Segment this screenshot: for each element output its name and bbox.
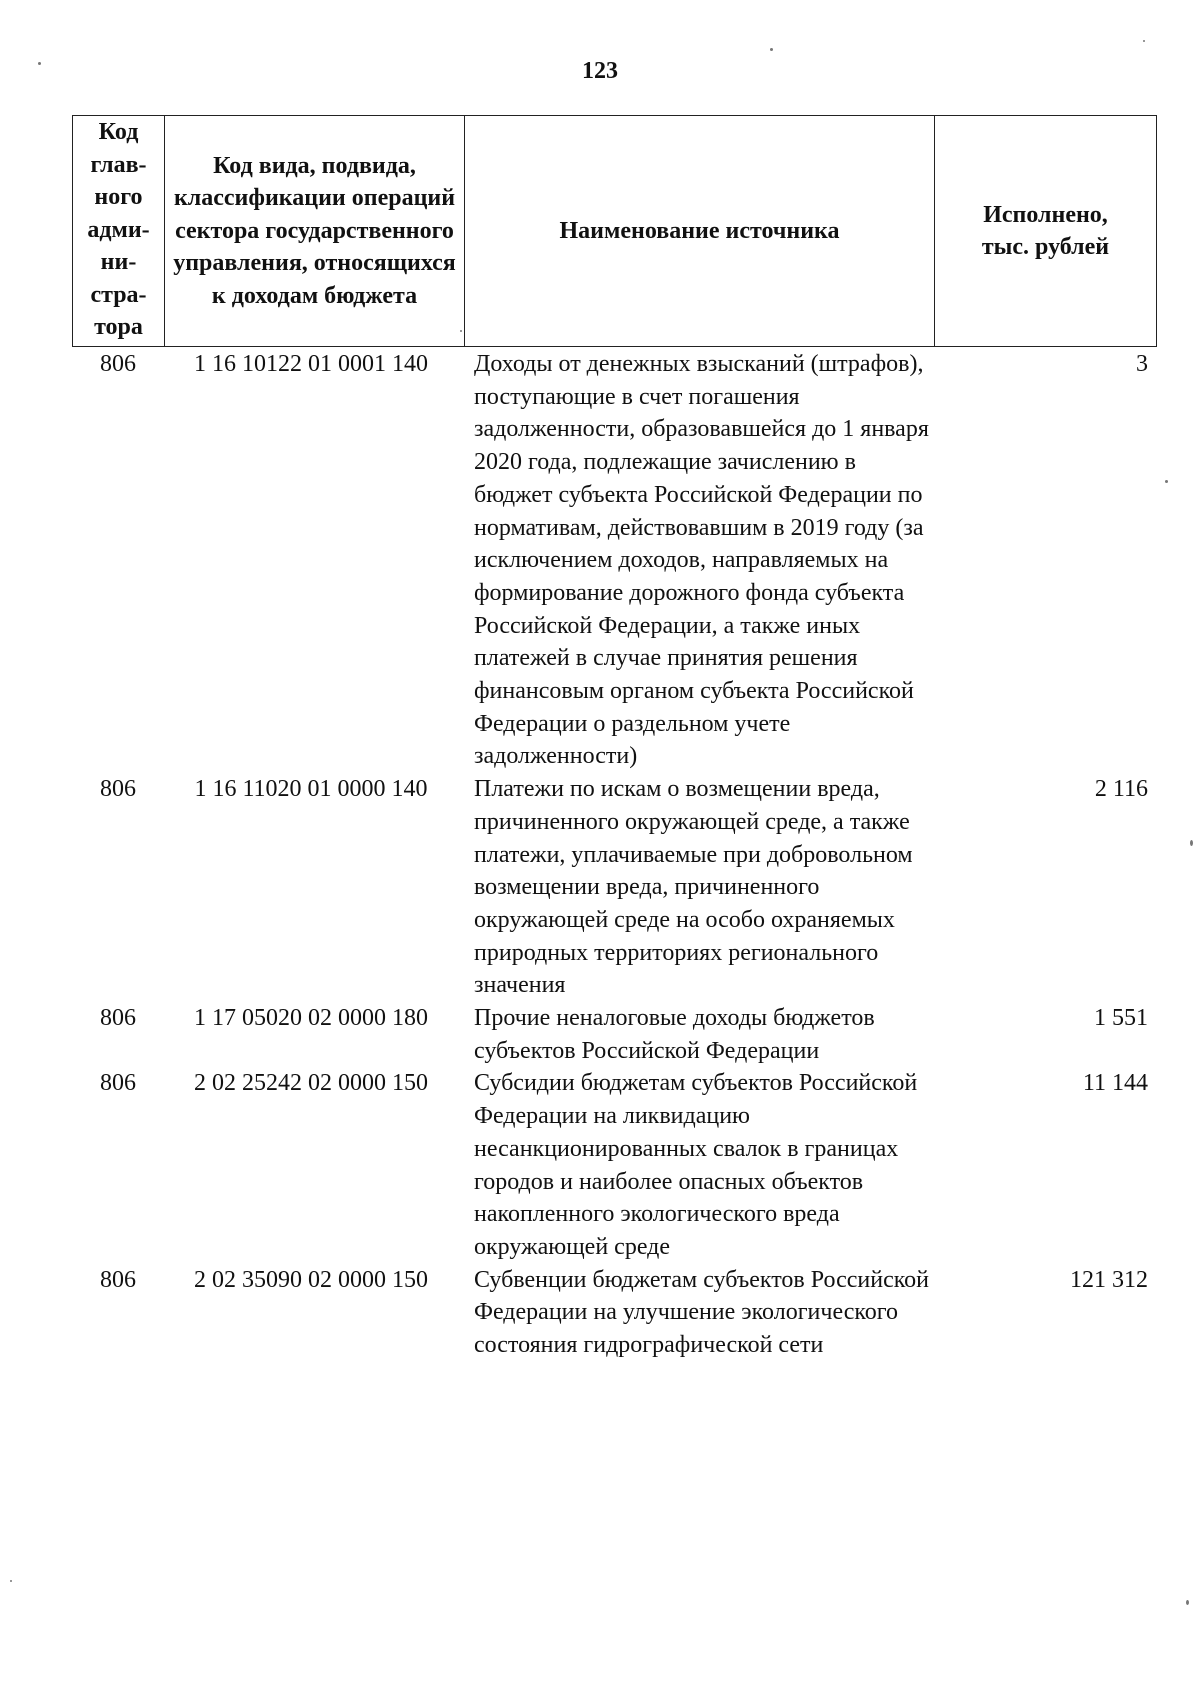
admin-code-cell: 806 (100, 776, 136, 803)
admin-code-cell: 806 (100, 1070, 136, 1097)
executed-amount-cell: 1 551 (1094, 1005, 1148, 1032)
header-source-name: Наименование источника (465, 116, 935, 347)
header-executed-amount: Исполнено, тыс. рублей (935, 116, 1157, 347)
executed-amount-cell: 3 (1136, 351, 1148, 377)
source-name-cell: Прочие неналоговые доходы бюджетов субъектов Российской Федерации (474, 1005, 875, 1064)
header-admin-code: Код глав-ного адми-ни-стра-тора (73, 116, 165, 347)
executed-amount-cell: 121 312 (1070, 1266, 1148, 1293)
source-name-cell: Субвенции бюджетам субъектов Российской Федерации на улучшение экологического состояния гидрографической сети (474, 1266, 930, 1359)
classification-code-cell: 2 02 35090 02 0000 150 (194, 1266, 428, 1293)
source-name-cell: Платежи по искам о возмещении вреда, причиненного окружающей среде, а также платежи, уплачиваемые при добровольном возмещении вреда, причиненного окружающей среде на особо охраняемых природных территориях регионального значения (474, 776, 913, 999)
scan-speck (1190, 840, 1193, 846)
scan-speck (1186, 1600, 1189, 1605)
scan-speck (1165, 480, 1168, 483)
table-row (72, 773, 1156, 1002)
scan-speck (460, 330, 462, 332)
admin-code-cell: 806 (100, 1266, 136, 1293)
classification-code-cell: 1 16 11020 01 0000 140 (194, 776, 428, 803)
executed-amount-cell: 11 144 (1082, 1070, 1148, 1097)
executed-amount-cell: 2 116 (1094, 776, 1148, 803)
table-row (72, 1067, 1156, 1263)
scan-speck (1143, 40, 1145, 42)
table-header (72, 115, 1157, 347)
table-row (72, 1264, 1156, 1362)
table-row (72, 348, 1156, 773)
scan-speck (38, 62, 41, 65)
table-row (72, 1002, 1156, 1067)
admin-code-cell: 806 (100, 351, 136, 377)
scan-speck (770, 48, 773, 51)
classification-code-cell: 1 16 10122 01 0001 140 (194, 351, 428, 377)
header-classification-code: Код вида, подвида, классификации операций сектора государственного управления, относящихся к доходам бюджета (165, 116, 465, 347)
source-name-cell: Доходы от денежных взысканий (штрафов), поступающие в счет погашения задолженности, образовавшейся до 1 января 2020 года, подлежащие зачислению в бюджет субъекта Российской Федерации по нормативам, действовавшим в 2019 году (за исключением доходов, направляемых на формирование дорожного фонда субъекта Российской Федерации, а также иных платежей в случае принятия решения финансовым органом субъекта Российской Федерации о раздельном учете задолженности) (474, 351, 929, 770)
classification-code-cell: 1 17 05020 02 0000 180 (194, 1005, 428, 1032)
scan-speck (10, 1580, 12, 1582)
page-number: 123 (582, 58, 618, 84)
source-name-cell: Субсидии бюджетам субъектов Российской Федерации на ликвидацию несанкционированных свалок в границах городов и наиболее опасных объектов накопленного экологического вреда окружающей среде (474, 1070, 918, 1260)
classification-code-cell: 2 02 25242 02 0000 150 (194, 1070, 428, 1097)
admin-code-cell: 806 (100, 1005, 136, 1032)
income-table (72, 348, 1156, 1362)
